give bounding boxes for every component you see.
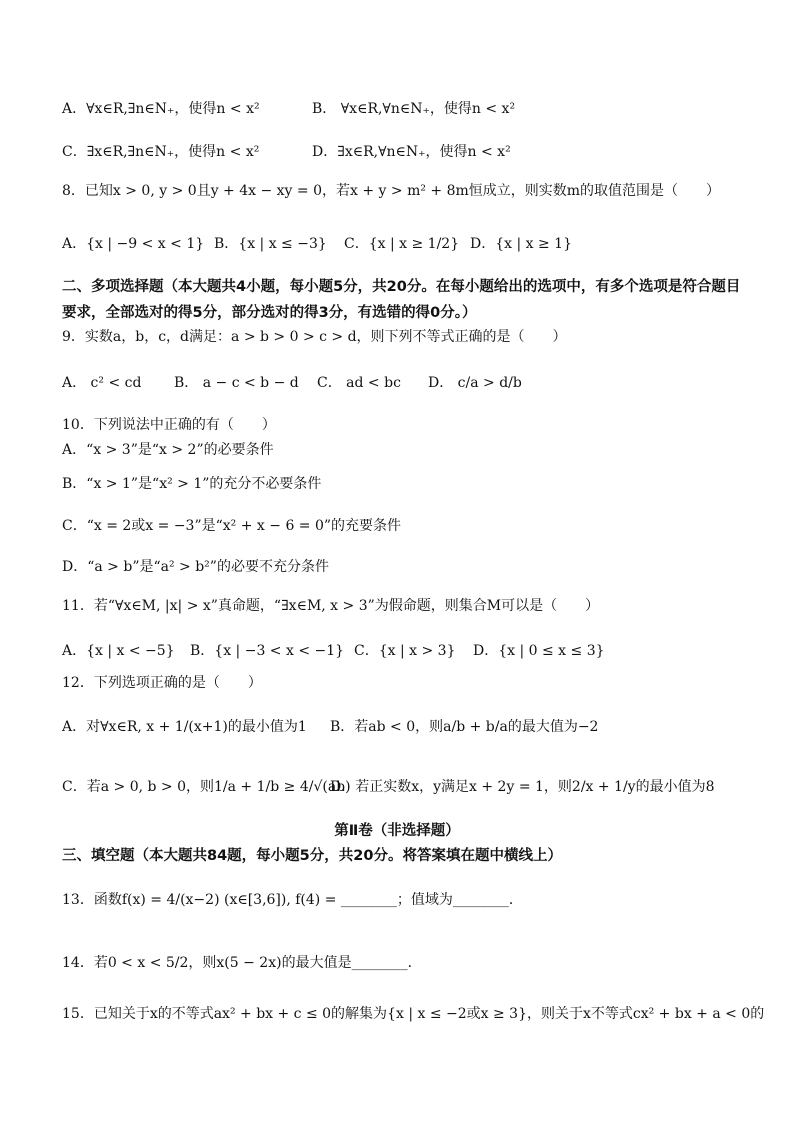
q8-option-a: A．{x | −9 < x < 1} bbox=[62, 236, 205, 252]
q7-option-b: B． ∀x∈R,∀n∈N₊，使得n < x² bbox=[312, 101, 516, 117]
q12-stem: 12．下列选项正确的是（ ） bbox=[62, 675, 262, 691]
part-2-title: 第Ⅱ卷（非选择题） bbox=[334, 823, 460, 839]
section-2-heading: 二、多项选择题（本大题共4小题，每小题5分，共20分。在每小题给出的选项中，有多个选项是符合题目要求，全部选对的得5分，部分选对的得3分，有选错的得0分。） bbox=[62, 279, 741, 321]
q11-option-a: A．{x | x < −5} bbox=[62, 643, 175, 659]
q7-option-c: C．∃x∈R,∃n∈N₊，使得n < x² bbox=[62, 144, 260, 160]
q10-option-a: A．“x > 3”是“x > 2”的必要条件 bbox=[62, 442, 274, 458]
q10-option-d: D．“a > b”是“a² > b²”的必要不充分条件 bbox=[62, 559, 329, 575]
q11-option-c: C．{x | x > 3} bbox=[354, 643, 456, 659]
q9-stem: 9．实数a，b，c，d满足：a > b > 0 > c > d，则下列不等式正确的是（ ） bbox=[62, 329, 567, 345]
q9-option-b: B． a − c < b − d bbox=[174, 375, 299, 391]
q12-option-c: C．若a > 0, b > 0，则1/a + 1/b ≥ 4/√(ab) bbox=[62, 779, 351, 795]
q8-stem: 8．已知x > 0, y > 0且y + 4x − xy = 0，若x + y > m² + 8m恒成立，则实数m的取值范围是（ ） bbox=[62, 183, 721, 199]
q11-option-b: B．{x | −3 < x < −1} bbox=[190, 643, 345, 659]
q12-option-d: D．若正实数x，y满足x + 2y = 1，则2/x + 1/y的最小值为8 bbox=[330, 779, 715, 795]
q9-option-d: D． c/a > d/b bbox=[428, 375, 522, 391]
q15-text: 15．已知关于x的不等式ax² + bx + c ≤ 0的解集为{x | x ≤ −2或x ≥ 3}，则关于x不等式cx² + bx + a < 0的 bbox=[62, 1006, 765, 1022]
q11-stem: 11．若“∀x∈M, |x| > x”真命题，“∃x∈M, x > 3”为假命题，则集合M可以是（ ） bbox=[62, 598, 600, 614]
q14-text: 14．若0 < x < 5/2，则x(5 − 2x)的最大值是________． bbox=[62, 955, 422, 971]
q12-option-a: A．对∀x∈R, x + 1/(x+1)的最小值为1 bbox=[62, 719, 307, 735]
q10-stem: 10．下列说法中正确的有（ ） bbox=[62, 417, 276, 433]
q13-text: 13．函数f(x) = 4/(x−2) (x∈[3,6]), f(4) = ________；值域为________． bbox=[62, 892, 523, 908]
q7-option-d: D．∃x∈R,∀n∈N₊，使得n < x² bbox=[312, 144, 511, 160]
q8-option-b: B．{x | x ≤ −3} bbox=[214, 236, 327, 252]
q8-option-c: C．{x | x ≥ 1/2} bbox=[344, 236, 460, 252]
section-3-heading: 三、填空题（本大题共84题，每小题5分，共20分。将答案填在题中横线上） bbox=[62, 848, 562, 864]
q7-option-a: A．∀x∈R,∃n∈N₊，使得n < x² bbox=[62, 101, 260, 117]
q9-option-a: A． c² < cd bbox=[62, 375, 142, 391]
q9-option-c: C． ad < bc bbox=[317, 375, 401, 391]
q11-option-d: D．{x | 0 ≤ x ≤ 3} bbox=[473, 643, 605, 659]
q12-option-b: B．若ab < 0，则a/b + b/a的最大值为−2 bbox=[330, 719, 599, 735]
q10-option-c: C．“x = 2或x = −3”是“x² + x − 6 = 0”的充要条件 bbox=[62, 518, 402, 534]
q10-option-b: B．“x > 1”是“x² > 1”的充分不必要条件 bbox=[62, 476, 322, 492]
q8-option-d: D．{x | x ≥ 1} bbox=[470, 236, 572, 252]
